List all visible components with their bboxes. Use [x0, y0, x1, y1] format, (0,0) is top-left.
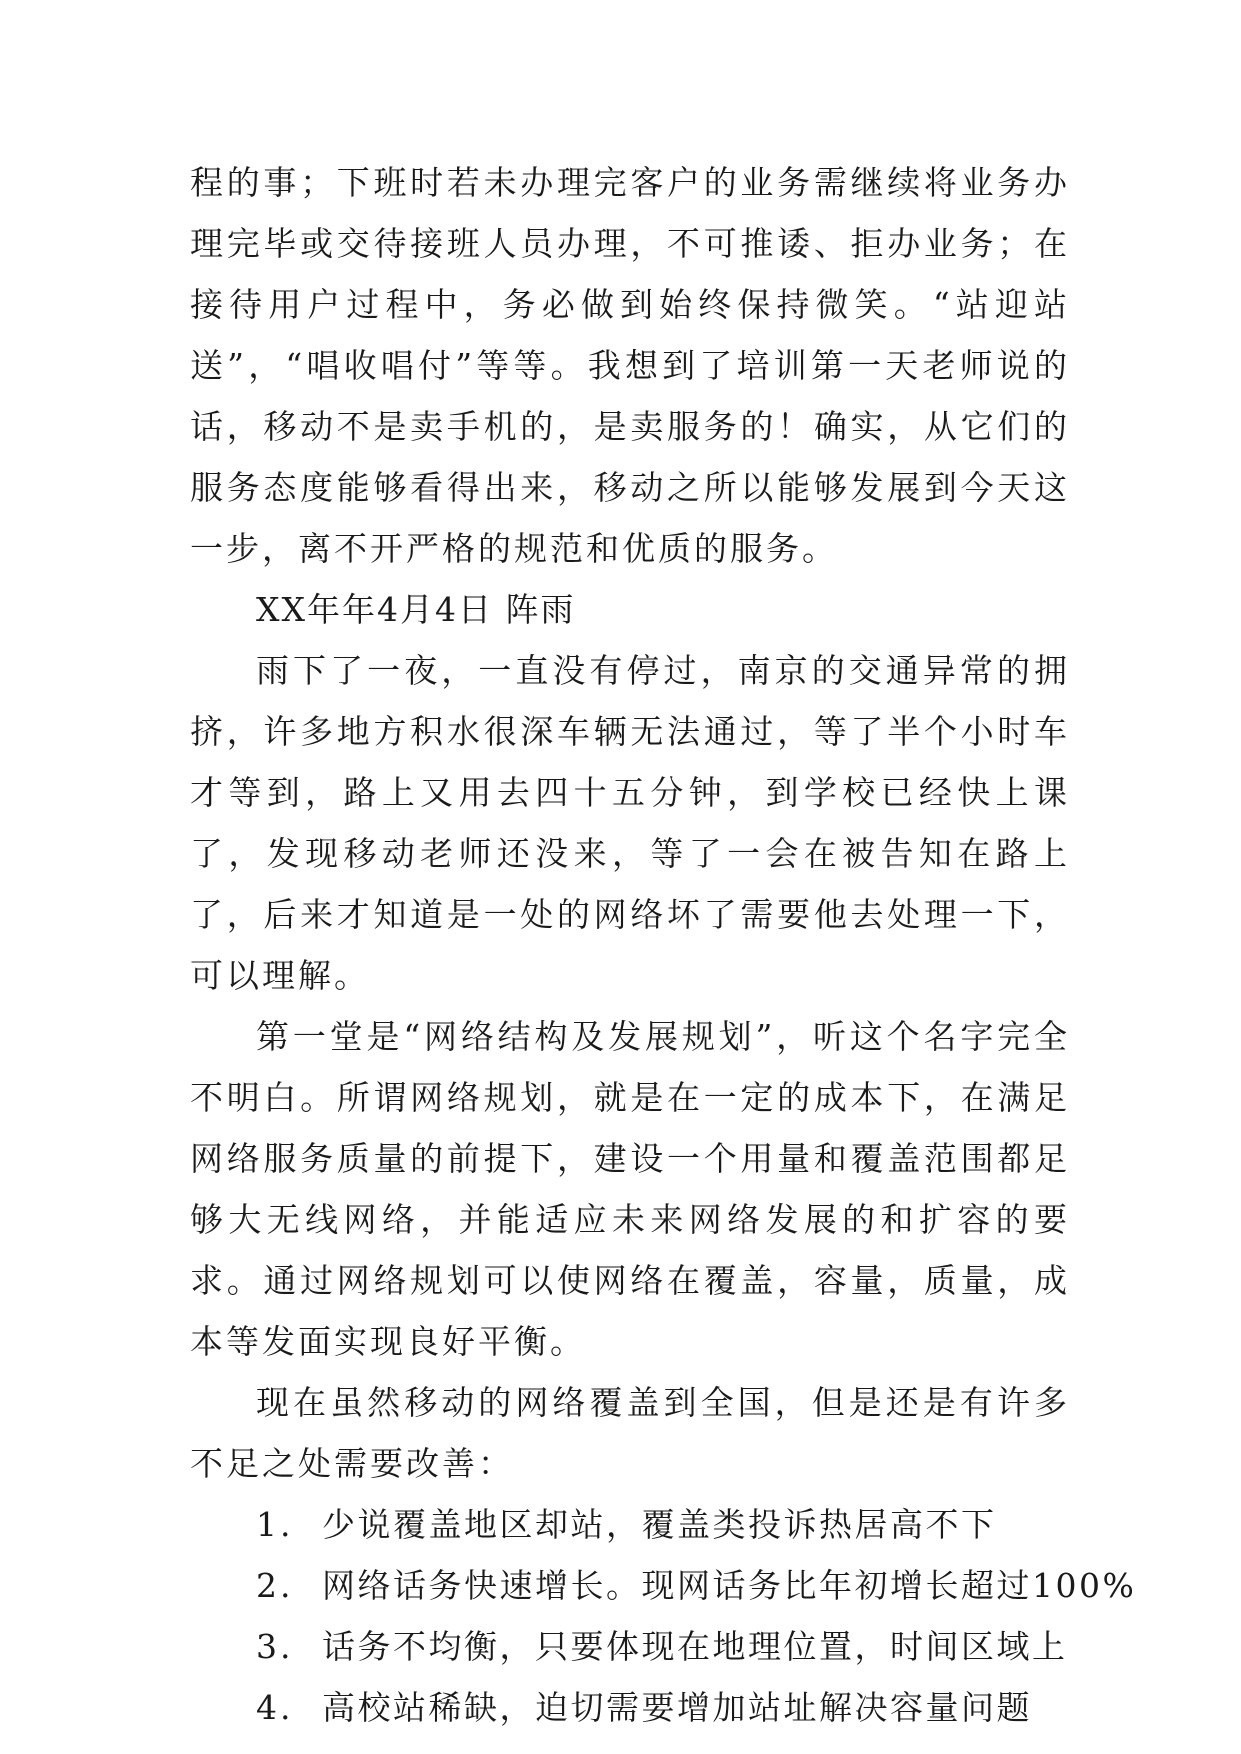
list-item — [190, 1555, 1137, 1616]
list-item-text: 话务不均衡，只要体现在地理位置，时间区域上 — [322, 1627, 1068, 1666]
list-item-number: 2. — [256, 1566, 294, 1605]
paragraph-network-planning: 第一堂是“网络结构及发展规划”，听这个名字完全不明白。所谓网络规划，就是在一定的成本下，在满足网络服务质量的前提下，建设一个用量和覆盖范围都足够大无线网络，并能适应未来网络发展的和扩容的要求。通过网络规划可以使网络在覆盖，容量，质量，成本等发面实现良好平衡。 — [190, 1017, 1070, 1361]
paragraph-continuation: 程的事；下班时若未办理完客户的业务需继续将业务办理完毕或交待接班人员办理，不可推诿、拒办业务；在接待用户过程中，务必做到始终保持微笑。“站迎站送”，“唱收唱付”等等。我想到了培训第一天老师说的话，移动不是卖手机的，是卖服务的！确实，从它们的服务态度能够看得出来，移动之所以能够发展到今天这一步，离不开严格的规范和优质的服务。 — [190, 163, 1070, 568]
list-item-text: 高校站稀缺，迫切需要增加站址解决容量问题 — [322, 1688, 1032, 1727]
paragraph-shortcomings-intro: 现在虽然移动的网络覆盖到全国，但是还是有许多不足之处需要改善： — [190, 1383, 1070, 1483]
document-body — [190, 152, 1137, 1738]
list-item — [190, 1616, 1070, 1677]
list-item-number: 3. — [256, 1627, 294, 1666]
shortcomings-list — [190, 1494, 1137, 1738]
paragraph-rain: 雨下了一夜，一直没有停过，南京的交通异常的拥挤，许多地方积水很深车辆无法通过，等了半个小时车才等到，路上又用去四十五分钟，到学校已经快上课了，发现移动老师还没来，等了一会在被告知在路上了，后来才知道是一处的网络坏了需要他去处理一下，可以理解。 — [190, 651, 1070, 995]
list-item-text: 网络话务快速增长。现网话务比年初增长超过100% — [322, 1566, 1137, 1605]
list-item — [190, 1677, 1070, 1738]
list-item-text: 少说覆盖地区却站，覆盖类投诉热居高不下 — [322, 1505, 997, 1544]
list-item-number: 1. — [256, 1505, 294, 1544]
diary-date-heading: XX年年4月4日 阵雨 — [256, 590, 576, 629]
list-item — [190, 1494, 1070, 1555]
list-item-number: 4. — [256, 1688, 294, 1727]
